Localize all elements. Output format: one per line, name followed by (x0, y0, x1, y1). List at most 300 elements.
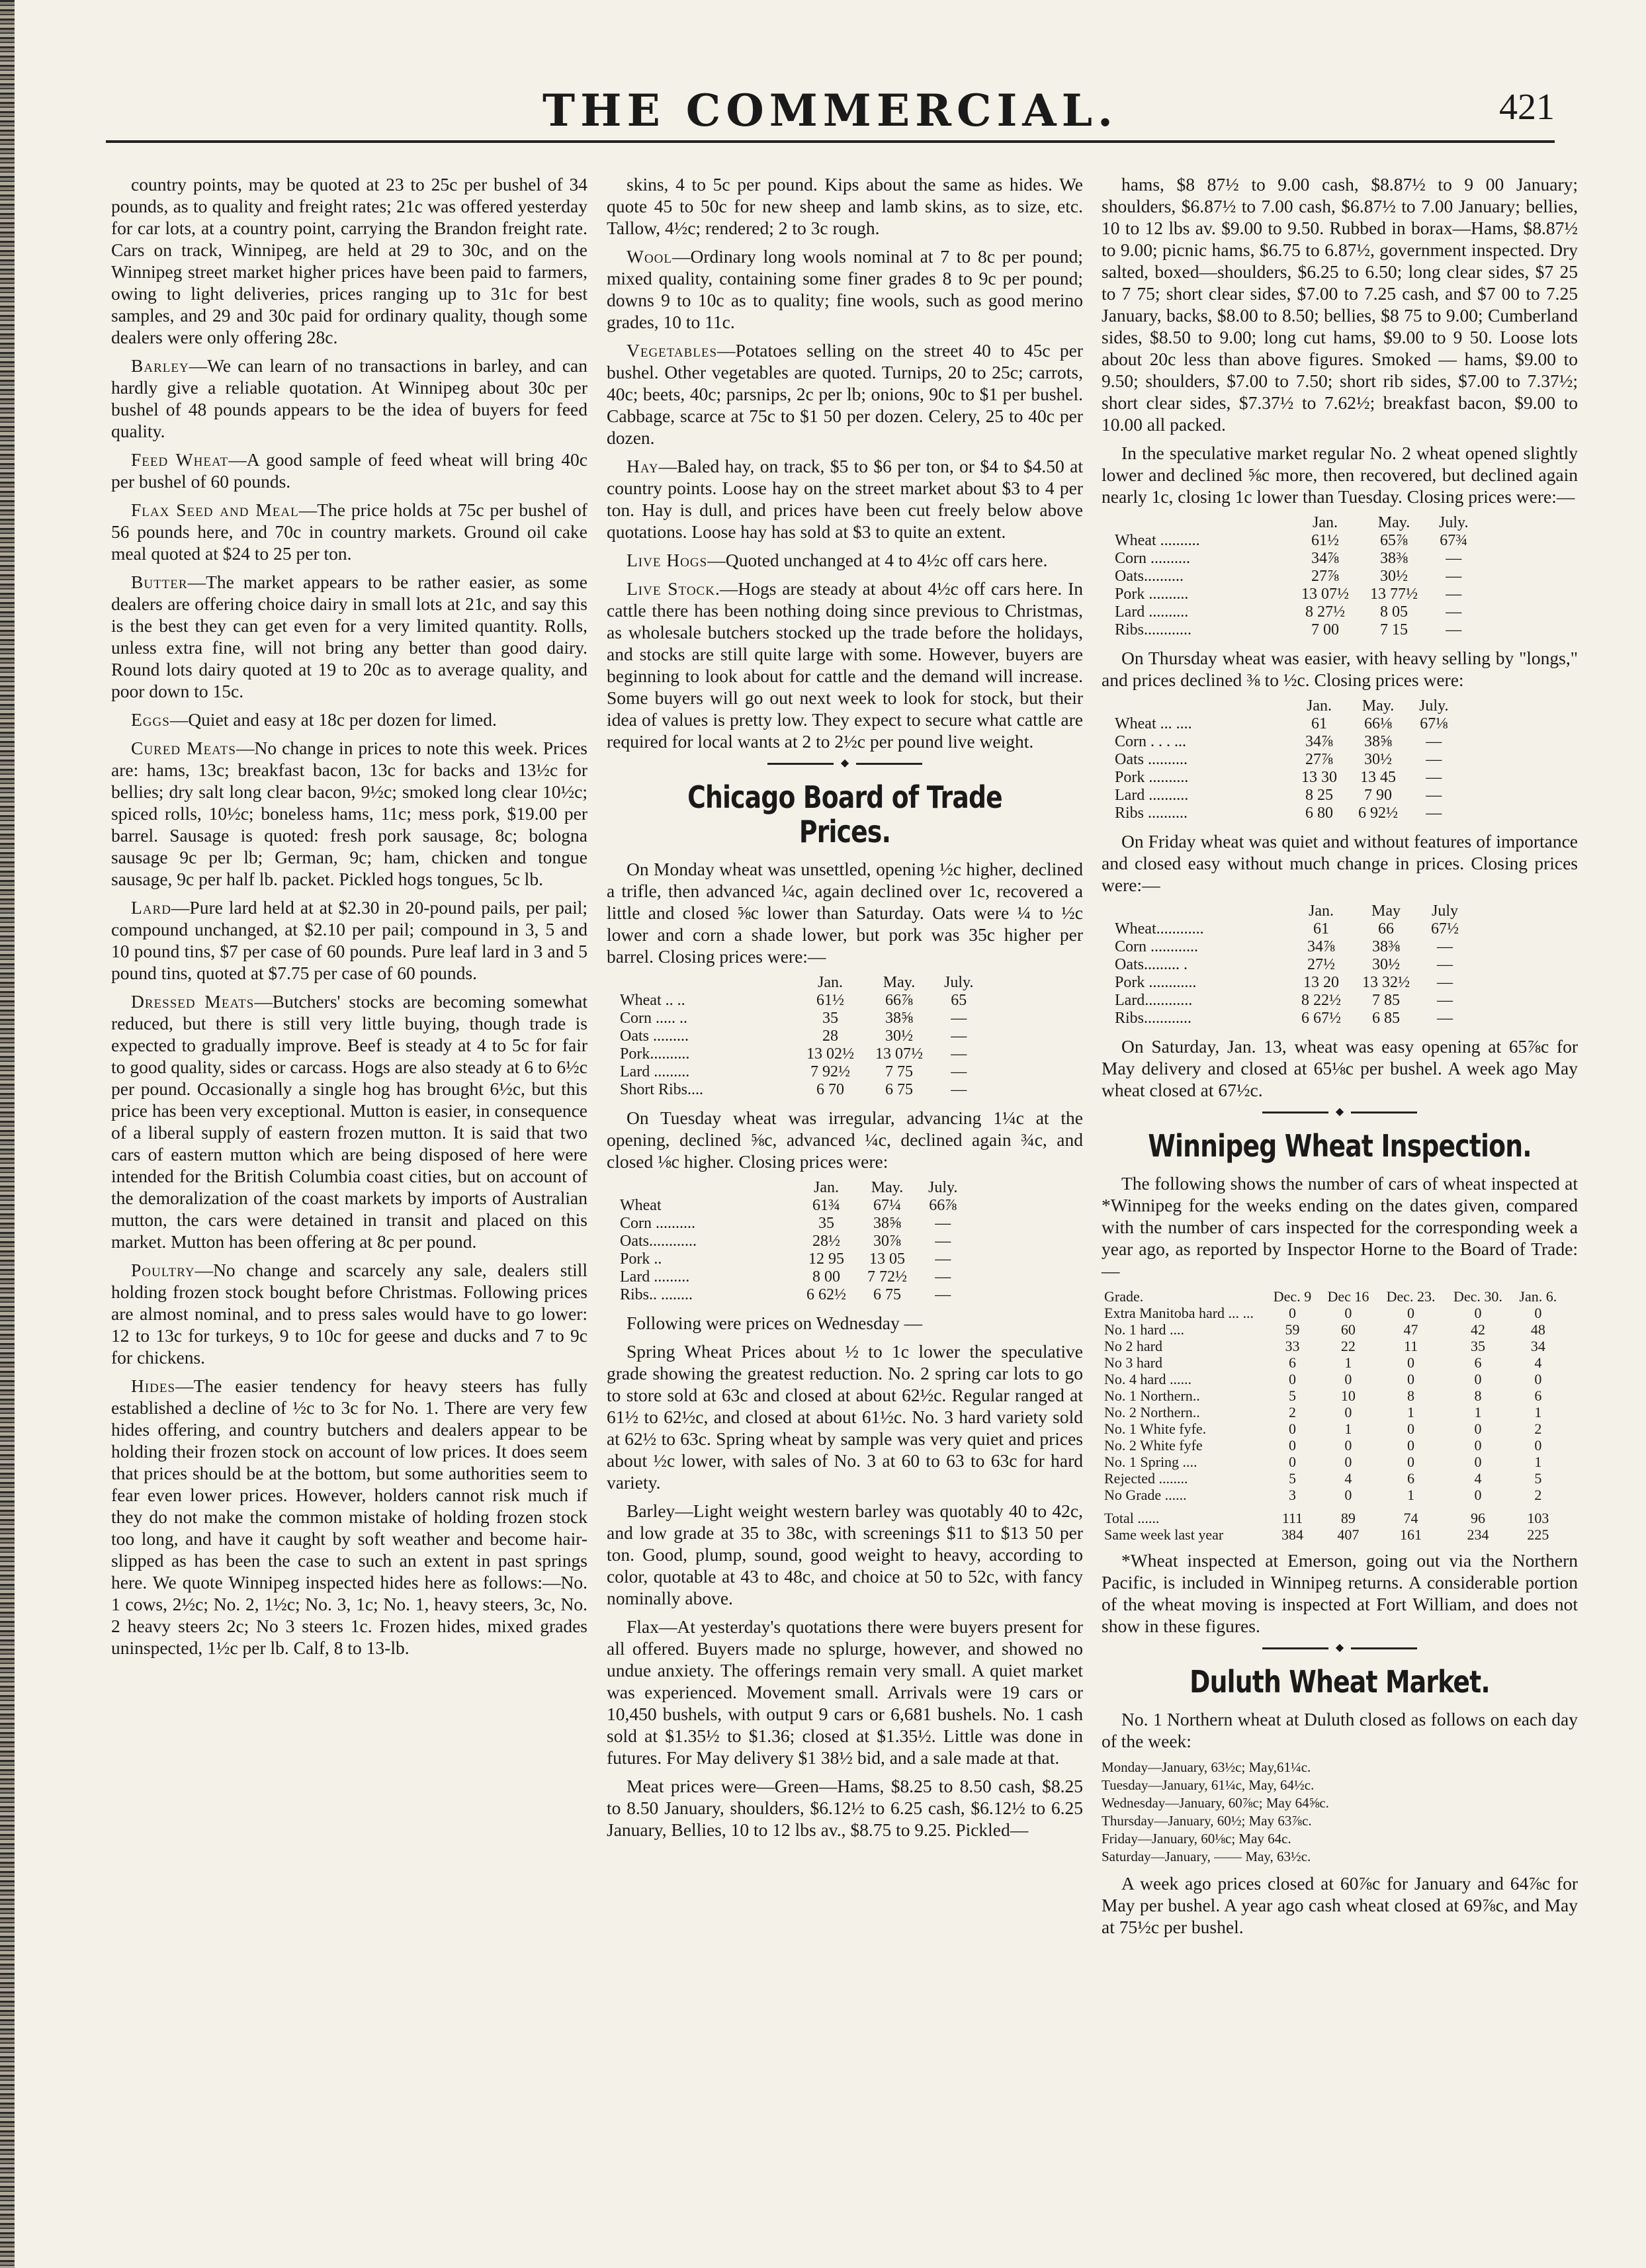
table-row (1115, 956, 1469, 974)
table-row (620, 1045, 984, 1063)
table-cell: 0 (1474, 1487, 1482, 1503)
table-cell: 35 (818, 1215, 834, 1232)
table-header-row (1115, 697, 1459, 715)
table-cell: 0 (1407, 1371, 1415, 1387)
duluth-days-list (1102, 1759, 1578, 1866)
table-cell: — (1437, 974, 1453, 991)
table-row (1115, 920, 1469, 938)
column-2 (607, 173, 1083, 1847)
table-cell: 60 (1340, 1321, 1356, 1338)
table-header-row (1115, 902, 1469, 920)
table-cell: Rejected ........ (1104, 1470, 1188, 1487)
column-header: May. (1362, 697, 1395, 715)
paragraph (111, 1375, 587, 1659)
paragraph (607, 578, 1083, 752)
table-cell: Corn . . . ... (1115, 733, 1186, 750)
table-cell: 8 00 (812, 1268, 840, 1286)
table-cell: Wheat ... .... (1115, 715, 1192, 732)
paragraph (111, 1259, 587, 1368)
table-cell: 59 (1285, 1321, 1300, 1338)
table-cell: 61 (1313, 920, 1329, 938)
table-cell: — (1437, 992, 1453, 1009)
table-cell: 6 (1407, 1470, 1415, 1487)
column-header: Jan. (1309, 902, 1334, 920)
table-cell: Corn .......... (1115, 550, 1190, 567)
column-header: Grade. (1104, 1288, 1144, 1305)
paragraph (111, 709, 587, 730)
paragraph-text: —Quoted unchanged at 4 to 4½c off cars here. (707, 550, 1048, 570)
table-cell: 27⅞ (1311, 568, 1339, 585)
paragraph-heading: Wool (627, 246, 673, 267)
table-cell: Wheat............ (1115, 920, 1204, 938)
column-header (1115, 902, 1291, 920)
table-row (1115, 733, 1459, 751)
table-cell: — (1446, 568, 1462, 585)
paragraph-heading: Vegetables (627, 340, 718, 361)
table-cell: 0 (1344, 1437, 1352, 1454)
table-cell: No. 1 White fyfe. (1104, 1420, 1207, 1437)
table-cell: 4 (1344, 1470, 1352, 1487)
table-cell: 6 80 (1305, 805, 1333, 822)
table-cell: — (1437, 956, 1453, 973)
table-cell: 6 75 (885, 1081, 913, 1098)
table-cell: 12 95 (808, 1250, 844, 1268)
list-item: Friday—January, 60⅛c; May 64c. (1102, 1831, 1291, 1847)
table-cell: 10 (1340, 1387, 1356, 1404)
inspection-intro: The following shows the number of cars of wheat inspected at *Winnipeg for the weeks ending on the dates given, compared with the number of cars inspected for the corresponding week a year ago, as reported by Inspector Horne to the Board of Trade:— (1102, 1173, 1578, 1281)
paragraph-text: skins, 4 to 5c per pound. Kips about the same as hides. We quote 45 to 50c for new sheep and lamb skins, as to size, etc. Tallow, 4½c; rendered; 2 to 3c rough. (607, 174, 1083, 238)
paragraph-text: country points, may be quoted at 23 to 25c per bushel of 34 pounds, as to quality and freight rates; 21c was offered yesterday for car lots, at a country point, carrying the Brandon freight rate. Cars on track, Winnipeg, are held at 29 to 30c, and on the Winnipeg street market higher prices have been paid to farmers, owing to light deliveries, prices ranging up to 31c for best samples, and 29 and 30c paid for ordinary quality, though some dealers were only offering 28c. (111, 174, 587, 347)
table-row (1115, 938, 1469, 956)
table-row (620, 1233, 968, 1250)
table-row (1115, 603, 1479, 621)
inspection-table (1102, 1288, 1565, 1543)
column-1 (111, 173, 587, 1665)
column-header: July (1431, 902, 1458, 920)
table-cell: — (1446, 603, 1462, 621)
table-cell: 11 (1403, 1338, 1418, 1354)
chicago-tuesday-text: On Tuesday wheat was irregular, advancing 1¼c at the opening, declined ⅝c, advanced ¼c, declined again ¾c, and closed ⅛c higher. Closing prices were: (607, 1108, 1083, 1172)
chicago-tuesday-table (620, 1179, 968, 1304)
table-row (1102, 1404, 1565, 1420)
table-cell: 66 (1378, 920, 1394, 938)
table-cell: 13 20 (1303, 974, 1339, 991)
table-cell: 28½ (812, 1233, 840, 1250)
table-cell: 3 (1289, 1487, 1296, 1503)
paragraph: Flax—At yesterday's quotations there were buyers present for all offered. Buyers made no splurge, however, and showed no undue anxiety. The offerings remain very small. A quiet market was experienced. Movement small. Arrivals were 19 cars or 10,450 bushels, with output 9 cars or 6,681 bushels. No. 1 cash sold at $1.35½ to $1.36; closed at $1.35½. Little was done in futures. For May delivery $1 38½ bid, and a sale made at that. (607, 1616, 1083, 1768)
table-row (1102, 1437, 1565, 1454)
table-cell: 407 (1337, 1526, 1360, 1543)
thursday-text: On Thursday wheat was easier, with heavy selling by "longs," and prices declined ⅜ to ½c. Closing prices were: (1102, 648, 1578, 690)
table-row (1102, 1387, 1565, 1404)
table-cell: Pork .......... (1115, 586, 1189, 603)
table-cell: Lard .......... (1115, 787, 1189, 804)
table-cell: Corn .......... (620, 1215, 695, 1232)
table-row (620, 1081, 984, 1099)
paragraph-heading: Lard (131, 897, 171, 918)
section-divider: ◆ (1102, 1108, 1578, 1117)
table-cell: 38⅝ (873, 1215, 901, 1232)
table-row (620, 1215, 968, 1233)
table-cell: Wheat (620, 1197, 662, 1214)
table-cell: Oats............ (620, 1233, 697, 1250)
table-cell: 0 (1474, 1371, 1482, 1387)
table-cell: 1 (1344, 1420, 1352, 1437)
column-header: May (1371, 902, 1401, 920)
section-divider: ◆ (1102, 1643, 1578, 1653)
table-cell: 13 05 (869, 1250, 905, 1268)
table-cell: 8 25 (1305, 787, 1333, 804)
paragraph (111, 499, 587, 564)
friday-prices-table (1115, 902, 1469, 1027)
table-cell: — (935, 1233, 951, 1250)
paragraph-heading: Flax Seed and Meal (131, 500, 299, 520)
paragraph-text: —Butchers' stocks are becoming somewhat reduced, but there is still very little buying, though trade is expected to gradually improve. Beef is steady at 4 to 5c for fair to good quality, sides or carcass. Hogs are also steady at 6 to 6½c per pound. Occasionally a single hog has brought 6½c, but this price has been very exceptional. Mutton is easier, in consequence of a liberal supply of eastern frozen mutton. It is said that two cars of eastern mutton which are being disposed of here were intended for the British Columbia coast cities, but on account of the demoralization of the coast markets by imports of Australian mutton, the cars were detained in transit and placed on this market. Mutton has been offering at 8c per pound. (111, 991, 587, 1252)
table-cell: — (951, 1027, 967, 1045)
table-row (1102, 1420, 1565, 1437)
table-cell: 61¾ (812, 1197, 840, 1214)
paragraph (111, 990, 587, 1252)
column-header: May. (871, 1179, 904, 1196)
table-row (1115, 568, 1479, 586)
table-cell: 13 07½ (875, 1045, 923, 1063)
paragraph-text: —Pure lard held at at $2.30 in 20-pound pails, per pail; compound unchanged, at $2.10 per pail; compound in 3, 5 and 10 pound tins, $7 per case of 60 pounds. Pure leaf lard in 3 and 5 pound tins, quoted at $7.75 per case of 60 pounds. (111, 897, 587, 983)
paragraph-heading: Live Stock (627, 578, 715, 599)
table-row (1102, 1354, 1565, 1371)
table-row (620, 1010, 984, 1027)
col1-paragraphs (111, 173, 587, 1659)
column-header: Dec 16 (1327, 1288, 1369, 1305)
table-cell: 0 (1407, 1437, 1415, 1454)
list-item: Saturday—January, —— May, 63½c. (1102, 1849, 1311, 1864)
table-cell: 2 (1534, 1487, 1542, 1503)
list-item: Thursday—January, 60½; May 63⅞c. (1102, 1813, 1312, 1829)
table-cell: 7 72½ (867, 1268, 907, 1286)
table-cell: 67¾ (1440, 532, 1468, 549)
table-cell: 6 70 (816, 1081, 844, 1098)
paragraph-text: —A good sample of feed wheat will bring 40c per bushel of 60 pounds. (111, 449, 587, 492)
col2-paragraphs (607, 173, 1083, 752)
table-cell: — (951, 1045, 967, 1063)
column-header (620, 974, 796, 992)
inspection-heading: Winnipeg Wheat Inspection. (1148, 1128, 1532, 1164)
friday-text: On Friday wheat was quiet and without features of importance and closed easy without much change in prices. Closing prices were:— (1102, 831, 1578, 895)
table-cell: 0 (1474, 1437, 1482, 1454)
table-cell: 0 (1534, 1371, 1542, 1387)
table-cell: 0 (1344, 1305, 1352, 1321)
paragraph-heading: Barley (131, 355, 189, 376)
table-header-row (1115, 514, 1479, 532)
table-cell: 66⅞ (885, 992, 913, 1009)
table-cell: 0 (1289, 1371, 1296, 1387)
table-cell: Oats.......... (1115, 568, 1184, 585)
table-cell: 30½ (1364, 751, 1392, 768)
table-cell: 6 62½ (806, 1286, 846, 1303)
inspection-note: *Wheat inspected at Emerson, going out via the Northern Pacific, is included in Winnipeg returns. A considerable portion of the wheat moving is inspected at Fort William, and does not show in these figures. (1102, 1550, 1578, 1636)
table-cell: No. 2 White fyfe (1104, 1437, 1203, 1454)
column-header: Jan. (1313, 514, 1338, 531)
table-cell: 74 (1403, 1510, 1418, 1526)
table-cell: Same week last year (1104, 1526, 1224, 1543)
table-cell: Pork .......... (1115, 769, 1189, 786)
table-cell: 28 (822, 1027, 838, 1045)
table-cell: 13 07½ (1301, 586, 1349, 603)
table-header-row (620, 974, 984, 992)
chicago-intro: On Monday wheat was unsettled, opening ½c higher, declined a trifle, then advanced ¼c, again declined over 1c, recovered a little and closed ⅝c lower than Saturday. Oats were ¼ to ½c lower and corn a shade lower, but pork was 35c higher per barrel. Closing prices were:— (607, 859, 1083, 967)
table-cell: 22 (1340, 1338, 1356, 1354)
chicago-paragraphs (607, 1312, 1083, 1841)
table-cell: 0 (1534, 1437, 1542, 1454)
table-cell: 0 (1344, 1454, 1352, 1470)
table-row (1115, 550, 1479, 568)
table-cell: 8 05 (1380, 603, 1408, 621)
table-cell: — (1426, 751, 1442, 768)
table-row (1102, 1470, 1565, 1487)
table-cell: Wheat .. .. (620, 992, 685, 1009)
table-cell: 6 75 (873, 1286, 901, 1303)
paragraph-heading: Poultry (131, 1260, 195, 1280)
paragraph-text: —The easier tendency for heavy steers has fully established a decline of ½c to 3c for No. 1. There are very few hides offering, and country butchers and dealers appear to be holding their frozen stock on account of low prices. It does seem that prices should be at the bottom, but some authorities seem to fear even lower prices. However, holders cannot risk much if they do not make the common mistake of holding frozen stock too long, and have it caught by soft weather and become hair-slipped as has been the case to such an extent in past springs here. We quote Winnipeg inspected hides here as follows:—No. 1 cows, 2½c; No. 2, 1½c; No. 3, 1c; No. 1, heavy steers, 3c, No. 2 heavy steers 2c; No 3 steers 1c. Frozen hides, mixed grades uninspected, 1½c per lb. Calf, 8 to 13-lb. (111, 1375, 587, 1658)
table-cell: 89 (1340, 1510, 1356, 1526)
table-cell: 38⅝ (885, 1010, 913, 1027)
table-cell: 0 (1289, 1454, 1296, 1470)
table-cell: No. 1 Spring .... (1104, 1454, 1197, 1470)
column-header: July. (944, 974, 974, 991)
column-header: Dec. 30. (1453, 1288, 1502, 1305)
table-cell: 0 (1289, 1437, 1296, 1454)
paragraph (111, 571, 587, 702)
table-cell: 48 (1530, 1321, 1545, 1338)
paragraph (111, 449, 587, 492)
table-cell: 1 (1407, 1404, 1415, 1420)
column-header: July. (1419, 697, 1449, 715)
table-cell: — (1437, 1010, 1453, 1027)
table-cell: 34⅞ (1311, 550, 1339, 567)
table-cell: Pork ............ (1115, 974, 1197, 991)
table-row (620, 1268, 968, 1286)
table-cell: 6 (1289, 1354, 1296, 1371)
column-header (1115, 514, 1291, 532)
table-row (1102, 1338, 1565, 1354)
table-cell: 4 (1474, 1470, 1482, 1487)
table-cell: 30⅞ (873, 1233, 901, 1250)
paragraph-text: .—Hogs are steady at about 4½c off cars here. In cattle there has been nothing doing since previous to Christmas, as wholesale butchers stocked up the trade before the holidays, and stocks are still quite large with some. However, buyers are beginning to look about for cattle and the demand will increase. Some buyers will go out next week to look for stock, but their idea of values is pretty low. They expect to secure what cattle are required for local wants at 2 to 2½c per pound live weight. (607, 578, 1084, 752)
duluth-outro: A week ago prices closed at 60⅞c for January and 64⅞c for May per bushel. A year ago cash wheat closed at 69⅞c, and May at 75½c per bushel. (1102, 1873, 1578, 1937)
table-cell: — (1426, 769, 1442, 786)
table-cell: Lard............ (1115, 992, 1193, 1009)
table-cell: 66⅞ (929, 1197, 957, 1214)
table-cell: 7 92½ (810, 1063, 850, 1080)
table-cell: 6 85 (1372, 1010, 1400, 1027)
table-cell: 0 (1344, 1487, 1352, 1503)
table-row (1115, 532, 1479, 550)
table-cell: 34⅞ (1305, 733, 1333, 750)
table-cell: 8 22½ (1301, 992, 1341, 1009)
table-cell: 1 (1407, 1487, 1415, 1503)
table-cell: Oats......... . (1115, 956, 1188, 973)
table-cell: 111 (1281, 1510, 1303, 1526)
column-3 (1102, 173, 1578, 1944)
table-cell: 38⅜ (1380, 550, 1408, 567)
table-cell: 1 (1534, 1454, 1542, 1470)
paragraph-text: —We can learn of no transactions in barley, and can hardly give a reliable quotation. At Winnipeg about 30c per bushel of 48 pounds appears to be the idea of buyers for feed quality. (111, 355, 587, 441)
table-cell: 67¼ (873, 1197, 901, 1214)
table-cell: — (951, 1063, 967, 1080)
table-cell: 5 (1534, 1470, 1542, 1487)
table-cell: No 3 hard (1104, 1354, 1162, 1371)
table-cell: 13 30 (1301, 769, 1337, 786)
paragraph (1102, 173, 1578, 435)
table-cell: No Grade ...... (1104, 1487, 1187, 1503)
table-cell: Pork .. (620, 1250, 662, 1268)
table-cell: — (1437, 938, 1453, 955)
paragraph (607, 455, 1083, 543)
table-cell: 38⅜ (1372, 938, 1400, 955)
table-cell: Corn ............ (1115, 938, 1198, 955)
table-cell: 2 (1289, 1404, 1296, 1420)
table-row (1115, 751, 1459, 769)
table-row (1102, 1371, 1565, 1387)
table-header-row (620, 1179, 968, 1197)
table-cell: 34 (1530, 1338, 1545, 1354)
table-cell: 13 77½ (1370, 586, 1418, 603)
table-cell: 27½ (1307, 956, 1335, 973)
table-cell: Oats .......... (1115, 751, 1188, 768)
table-row (1102, 1503, 1565, 1526)
table-cell: 0 (1289, 1305, 1296, 1321)
table-cell: — (935, 1286, 951, 1303)
column-header: Jan. 6. (1519, 1288, 1557, 1305)
chicago-monday-table (620, 974, 984, 1099)
table-cell: 13 02½ (806, 1045, 854, 1063)
table-cell: Lard ......... (620, 1268, 690, 1286)
page-binding-edge (0, 0, 15, 2268)
table-cell: 27⅞ (1305, 751, 1333, 768)
column-header: May. (1377, 514, 1410, 531)
table-cell: 0 (1407, 1305, 1415, 1321)
paragraph-text: —The price holds at 75c per bushel of 56 pounds here, and 70c in country markets. Ground oil cake meal quoted at $24 to 25 per ton. (111, 500, 587, 564)
paragraph-heading: Eggs (131, 709, 170, 730)
table-cell: Ribs............ (1115, 1010, 1192, 1027)
table-row (620, 1286, 968, 1304)
column-header: Dec. 9 (1273, 1288, 1312, 1305)
masthead-title: THE COMMERCIAL. (542, 85, 1119, 136)
paragraph (111, 896, 587, 984)
page-header (106, 79, 1555, 139)
column-header: Jan. (818, 974, 843, 991)
table-row (620, 1027, 984, 1045)
paragraph-heading: Feed Wheat (131, 449, 229, 470)
column-header: Dec. 23. (1386, 1288, 1436, 1305)
table-row (620, 1197, 968, 1215)
table-row (1102, 1305, 1565, 1321)
table-cell: No. 1 hard .... (1104, 1321, 1184, 1338)
table-cell: Oats ......... (620, 1027, 689, 1045)
table-cell: 6 (1474, 1354, 1482, 1371)
table-row (620, 992, 984, 1010)
table-cell: 7 00 (1311, 621, 1339, 638)
table-cell: — (1446, 550, 1462, 567)
table-cell: 30½ (885, 1027, 913, 1045)
table-row (1115, 992, 1469, 1010)
table-cell: 61½ (1311, 532, 1339, 549)
duluth-intro: No. 1 Northern wheat at Duluth closed as follows on each day of the week: (1102, 1709, 1578, 1751)
paragraph-text: —Baled hay, on track, $5 to $6 per ton, or $4 to $4.50 at country points. Loose hay on the street market about $3 to 4 per ton. Hay is dull, and prices have been cut freely below above quotations. Loose hay has sold at $3 to quite an extent. (607, 456, 1083, 542)
paragraph-heading: Dressed Meats (131, 991, 255, 1012)
table-cell: 161 (1400, 1526, 1422, 1543)
table-cell: 6 92½ (1358, 805, 1398, 822)
table-cell: 65⅞ (1380, 532, 1408, 549)
table-cell: 13 32½ (1362, 974, 1410, 991)
table-cell: 7 75 (885, 1063, 913, 1080)
table-cell: No. 4 hard ...... (1104, 1371, 1191, 1387)
col3-paragraphs (1102, 173, 1578, 507)
paragraph-heading: Cured Meats (131, 738, 236, 758)
table-cell: Corn ..... .. (620, 1010, 687, 1027)
table-cell: 0 (1289, 1420, 1296, 1437)
table-cell: 66⅛ (1364, 715, 1392, 732)
table-cell: 61½ (816, 992, 844, 1009)
paragraph (111, 355, 587, 442)
table-row (1115, 974, 1469, 992)
paragraph (607, 549, 1083, 571)
table-cell: 384 (1281, 1526, 1303, 1543)
table-cell: 234 (1467, 1526, 1489, 1543)
paragraph (1102, 442, 1578, 507)
table-row (620, 1063, 984, 1081)
table-cell: 6 67½ (1301, 1010, 1341, 1027)
table-cell: 5 (1289, 1387, 1296, 1404)
table-cell: Lard ......... (620, 1063, 690, 1080)
column-header: May. (883, 974, 916, 991)
duluth-heading: Duluth Wheat Market. (1190, 1664, 1490, 1700)
paragraph (607, 245, 1083, 333)
column-header: July. (928, 1179, 958, 1196)
table-cell: 7 15 (1380, 621, 1408, 638)
table-cell: 96 (1470, 1510, 1485, 1526)
paragraph-heading: Hay (627, 456, 659, 476)
paragraph-text: —Potatoes selling on the street 40 to 45c per bushel. Other vegetables are quoted. Turnips, 20 to 25c; carrots, 40c; beets, 40c; parsnips, 2c per lb; onions, 90c to $1 per bushel. Cabbage, scarce at 75c to $1 50 per dozen. Celery, 25 to 40c per dozen. (607, 340, 1083, 448)
table-cell: — (951, 1081, 967, 1098)
table-cell: No. 2 Northern.. (1104, 1404, 1200, 1420)
table-cell: 103 (1527, 1510, 1549, 1526)
table-cell: 35 (822, 1010, 838, 1027)
table-cell: 30½ (1372, 956, 1400, 973)
paragraph-text: hams, $8 87½ to 9.00 cash, $8.87½ to 9 00 January; shoulders, $6.87½ to 7.00 cash, $6.87½ to 7.00 January; bellies, 10 to 12 lbs av. $9.00 to 9.50. Rubbed in borax—Hams, $8.87½ to 9.00; picnic hams, $6.75 to 6.87½, government inspected. Dry salted, boxed—shoulders, $6.25 to 6.50; long clear sides, $7 25 to 7 75; short clear sides, $7.00 to 7.25 cash, and $7 00 to 7.25 January, backs, $8.00 to 8.50; bellies, $8 75 to 9.00; Cumberland sides, $8.50 to 9.00; long cut hams, $9.00 to 9 50. Loose lots about 20c less than above figures. Smoked — hams, $9.00 to 9.50; shoulders, $7.00 to 7.50; short rib sides, $7.00 to 7.37½; short clear sides, $7.37½ to 7.62½; breakfast bacon, $9.00 to 10.00 all packed. (1102, 174, 1578, 435)
table-cell: — (935, 1268, 951, 1286)
table-cell: — (935, 1250, 951, 1268)
table-cell: 4 (1534, 1354, 1542, 1371)
paragraph-text: —The market appears to be rather easier, as some dealers are offering choice dairy in small lots at 21c, and say this is the best they can get even for a very limited quantity. Rolls, unless extra fine, will not bring any better than good dairy. Round lots dairy quoted at 19 to 20c as to average quality, and poor down to 15c. (111, 572, 587, 701)
table-row (1102, 1454, 1565, 1470)
table-cell: 0 (1534, 1305, 1542, 1321)
table-cell: Lard .......... (1115, 603, 1189, 621)
table-cell: — (1446, 621, 1462, 638)
column-header: Jan. (814, 1179, 839, 1196)
table-cell: 42 (1470, 1321, 1485, 1338)
table-cell: 61 (1311, 715, 1327, 732)
table-cell: 8 27½ (1305, 603, 1345, 621)
table-row (1115, 769, 1459, 787)
paragraph: Meat prices were—Green—Hams, $8.25 to 8.50 cash, $8.25 to 8.50 January, shoulders, $6.12½ to 6.25 cash, $6.12½ to 6.25 January, Bellies, 10 to 12 lbs av., $8.75 to 9.25. Pickled— (607, 1776, 1083, 1840)
list-item: Wednesday—January, 60⅞c; May 64⅝c. (1102, 1795, 1329, 1811)
table-row (1115, 621, 1479, 639)
table-cell: 7 85 (1372, 992, 1400, 1009)
table-cell: 35 (1470, 1338, 1485, 1354)
column-header (1115, 697, 1291, 715)
paragraph: Spring Wheat Prices about ½ to 1c lower the speculative grade showing the greatest reduction. No. 2 spring car lots to go to store sold at 63c and closed at about 62½c. Regular ranged at 61½ to 62½c, and closed at about 61½c. No. 3 hard variety sold at 62½ to 63c. Spring wheat by sample was very quiet and prices about ½c lower, with sales of No. 3 at 60 to 63 to 63c for hard variety. (607, 1341, 1083, 1493)
paragraph-heading: Hides (131, 1375, 176, 1396)
